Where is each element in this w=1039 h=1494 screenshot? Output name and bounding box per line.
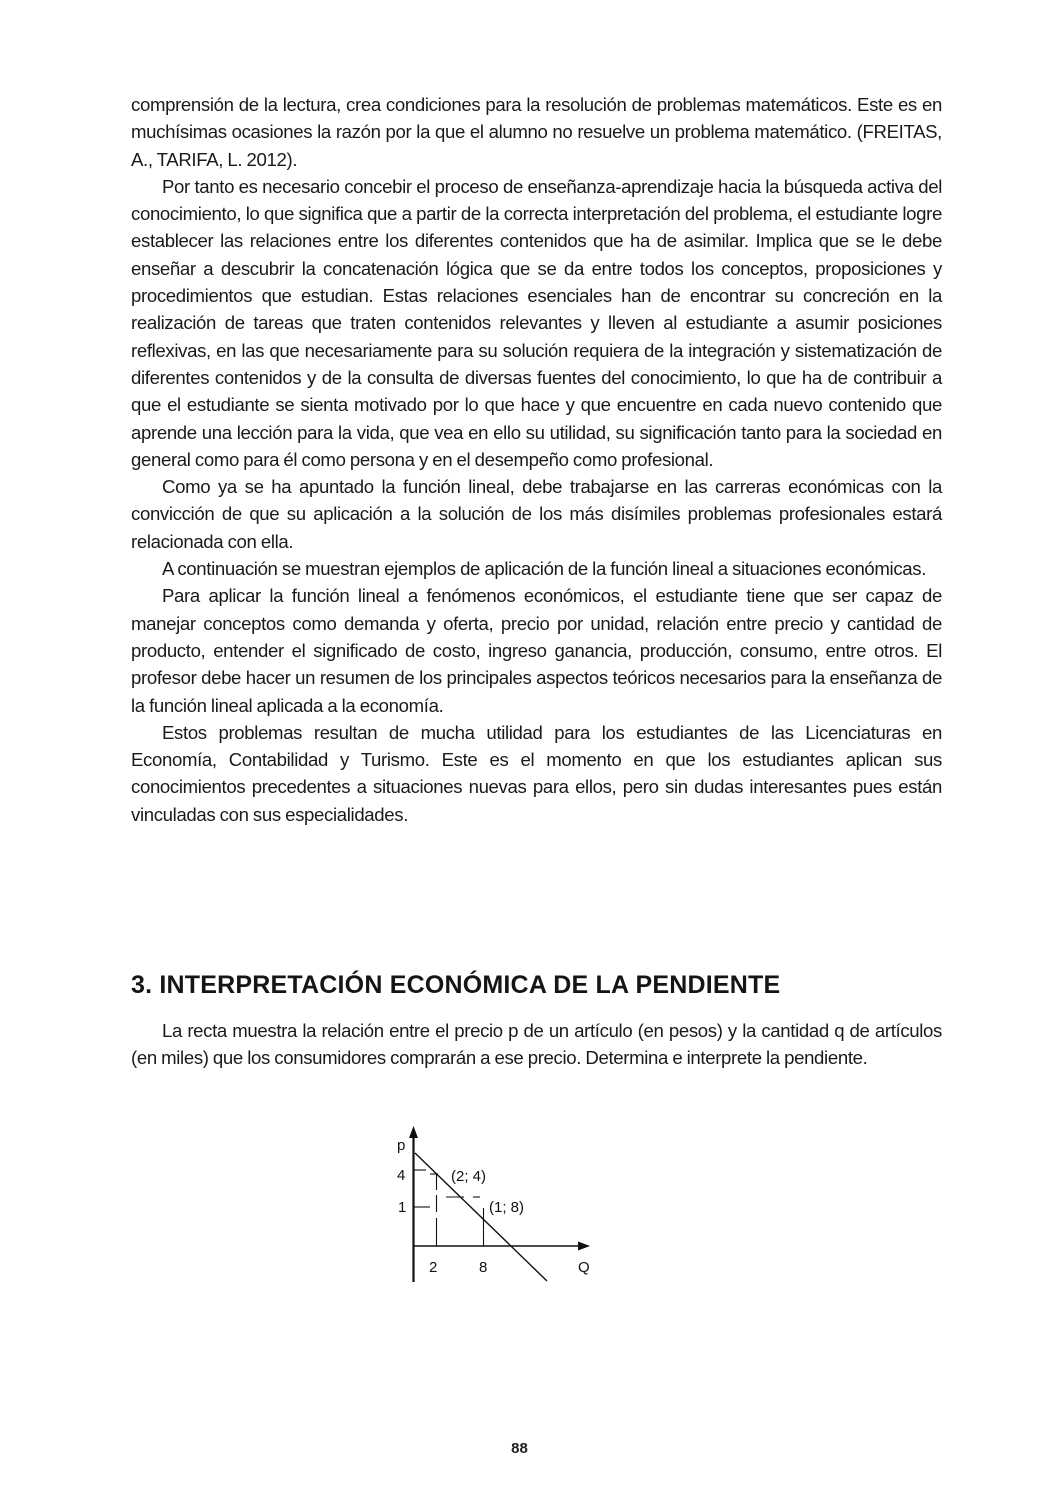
point-label-1-8: (1; 8) [489, 1199, 525, 1216]
paragraph-teaching-process: Por tanto es necesario concebir el proceso de enseñanza-aprendizaje hacia la búsqueda activa del conocimiento, lo que significa que a partir de la correcta interpretación del problema, el estudiante logre establecer las relaciones entre los diferentes contenidos que ha de asimilar. Implica que se le debe enseñar a descubrir la concatenación lógica que se da entre todos los conceptos, proposiciones y procedimientos que estudian. Estas relaciones esenciales han de encontrar su concreción en la realización de tareas que traten contenidos relevantes y lleven al estudiante a asumir posiciones reflexivas, en las que necesariamente para su solución requiera de la integración y sistematización de diferentes contenidos y de la consulta de diversas fuentes del conocimiento, lo que ha de contribuir a que el estudiante se sienta motivado por lo que hace y que encuentre en cada nuevo contenido que aprende una lección para la vida, que vea en ello su utilidad, su significación tanto para la sociedad en general como para él como persona y en el desempeño como profesional. [131, 175, 942, 470]
y-tick-1: 1 [398, 1199, 407, 1216]
problem-statement: La recta muestra la relación entre el precio p de un artículo (en pesos) y la cantidad q de artículos (en miles) que los consumidores comprarán a ese precio. Determina e interprete la pendiente. [131, 1020, 942, 1069]
paragraph-degree-programs: Estos problemas resultan de mucha utilidad para los estudiantes de las Licenciaturas en Economía, Contabilidad y Turismo. Este es el momento en que los estudiantes aplican sus conocimientos precedentes a situaciones nuevas para ellos, pero sin dudas interesantes pues están vinculadas con sus especialidades. [131, 721, 942, 825]
y-tick-4: 4 [397, 1167, 406, 1184]
page-number: 88 [511, 1440, 528, 1457]
x-tick-2: 2 [429, 1259, 438, 1276]
x-axis-label: Q [578, 1259, 590, 1276]
body-text [131, 91, 942, 828]
diagram-svg [380, 1120, 610, 1290]
y-axis-label: p [397, 1137, 406, 1154]
y-axis-arrow-icon [409, 1126, 418, 1138]
x-axis [413, 1242, 590, 1251]
point-label-2-4: (2; 4) [451, 1168, 487, 1185]
section-body [131, 1017, 942, 1072]
paragraph-reading-comprehension: comprensión de la lectura, crea condiciones para la resolución de problemas matemáticos. Este es en muchísimas ocasiones la razón por la que el alumno no resuelve un problema matemático. (FREITAS, A., TARIFA, L. 2012). [131, 94, 942, 170]
x-tick-8: 8 [479, 1259, 488, 1276]
y-axis [409, 1126, 418, 1282]
section-heading: 3. INTERPRETACIÓN ECONÓMICA DE LA PENDIENTE [131, 971, 781, 999]
paragraph-economic-concepts: Para aplicar la función lineal a fenómenos económicos, el estudiante tiene que ser capaz de manejar conceptos como demanda y oferta, precio por unidad, relación entre precio y cantidad de producto, entender el significado de costo, ingreso ganancia, producción, consumo, entre otros. El profesor debe hacer un resumen de los principales aspectos teóricos necesarios para la enseñanza de la función lineal aplicada a la economía. [131, 585, 942, 716]
paragraph-examples-intro: A continuación se muestran ejemplos de aplicación de la función lineal a situaciones económicas. [162, 558, 927, 580]
paragraph-linear-function-careers: Como ya se ha apuntado la función lineal, debe trabajarse en las carreras económicas con la convicción de que su aplicación a la solución de los más disímiles problemas profesionales estará relacionada con ella. [131, 476, 942, 552]
x-axis-arrow-icon [578, 1242, 590, 1251]
demand-line-diagram [380, 1120, 610, 1290]
